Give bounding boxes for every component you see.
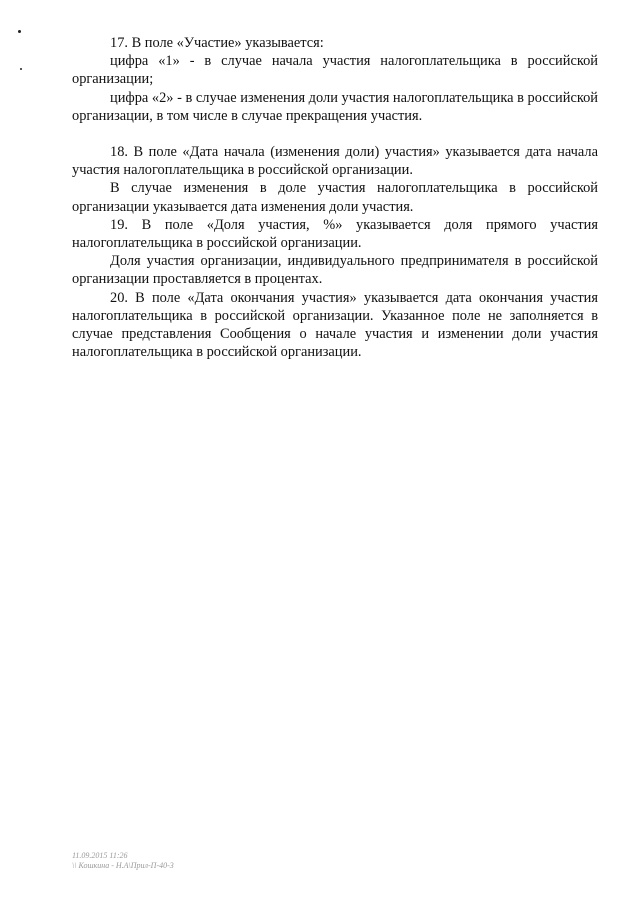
footer-stamp: [72, 851, 174, 871]
footer-date: 11.09.2015 11:26: [72, 851, 128, 860]
paragraph-19-percent: Доля участия организации, индивидуального предпринимателя в российской организации проставляется в процентах.: [72, 253, 598, 288]
document-body: [72, 34, 598, 361]
paragraph-19: 19. В поле «Доля участия, %» указывается доля прямого участия налогоплательщика в российской организации.: [72, 216, 598, 252]
scan-speck: [20, 68, 22, 70]
scan-speck: [18, 30, 21, 33]
paragraph-17-option-1: цифра «1» - в случае начала участия налогоплательщика в российской организации;: [72, 53, 598, 88]
paragraph-17-option-2: цифра «2» - в случае изменения доли участия налогоплательщика в российской организации, в том числе в случае прекращения участия.: [72, 89, 598, 124]
paragraph-20: 20. В поле «Дата окончания участия» указывается дата окончания участия налогоплательщика в российской организации. Указанное поле не заполняется в случае представления Сообщения о начале участия и изменении доли участия налогоплательщика в российской организации.: [72, 289, 598, 361]
footer-file-path: \\ Кошкина - Н.А\Прил-П-40-3: [72, 861, 174, 870]
paragraph-18: 18. В поле «Дата начала (изменения доли) участия» указывается дата начала участия налогоплательщика в российской организации.: [72, 144, 598, 179]
paragraph-18-change: В случае изменения в доле участия налогоплательщика в российской организации указывается дата изменения доли участия.: [72, 180, 598, 215]
paragraph-17-heading: 17. В поле «Участие» указывается:: [110, 35, 324, 51]
